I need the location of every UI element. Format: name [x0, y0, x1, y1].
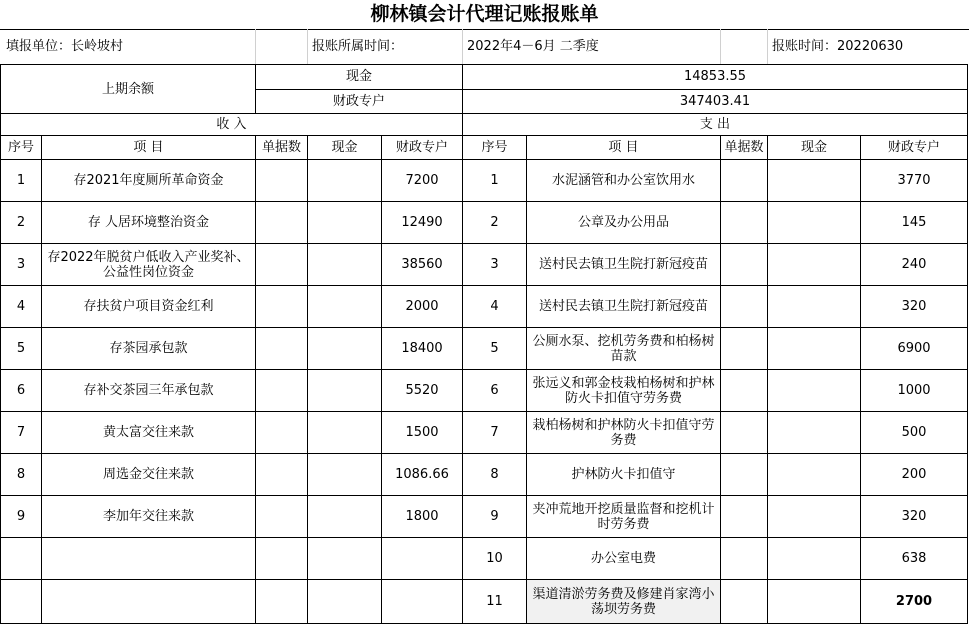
- in-vouchers-cell: [256, 160, 308, 202]
- out-vouchers-cell: [721, 412, 768, 454]
- out-item-cell: 水泥涵管和办公室饮用水: [527, 160, 721, 202]
- in-no-cell: 3: [1, 244, 42, 286]
- out-fiscal-cell: 638: [861, 538, 968, 580]
- header-no-2: 序号: [463, 136, 527, 160]
- in-item-cell: 存 人居环境整治资金: [42, 202, 256, 244]
- table-row: [1, 370, 968, 412]
- out-fiscal-cell: 1000: [861, 370, 968, 412]
- out-cash-cell: [768, 454, 861, 496]
- in-item-cell: [42, 538, 256, 580]
- table-row: [1, 328, 968, 370]
- in-no-cell: 1: [1, 160, 42, 202]
- out-no-cell: 9: [463, 496, 527, 538]
- in-vouchers-cell: [256, 496, 308, 538]
- out-vouchers-cell: [721, 538, 768, 580]
- out-item-cell: 公厕水泵、挖机劳务费和柏杨树苗款: [527, 328, 721, 370]
- in-fiscal-cell: 1500: [382, 412, 463, 454]
- out-cash-cell: [768, 160, 861, 202]
- out-no-cell: 11: [463, 580, 527, 624]
- out-item-cell: 送村民去镇卫生院打新冠疫苗: [527, 244, 721, 286]
- out-cash-cell: [768, 412, 861, 454]
- in-item-cell: 黄太富交往来款: [42, 412, 256, 454]
- out-no-cell: 10: [463, 538, 527, 580]
- in-vouchers-cell: [256, 454, 308, 496]
- balance-fiscal-value: 347403.41: [463, 89, 968, 114]
- out-item-cell: 办公室电费: [527, 538, 721, 580]
- header-vouchers-2: 单据数: [721, 136, 768, 160]
- in-cash-cell: [308, 286, 382, 328]
- in-fiscal-cell: 18400: [382, 328, 463, 370]
- out-no-cell: 3: [463, 244, 527, 286]
- balance-row-cash: [1, 65, 968, 90]
- in-fiscal-cell: [382, 538, 463, 580]
- grid-line: [462, 29, 463, 64]
- table-row: [1, 160, 968, 202]
- sheet-title: 柳林镇会计代理记账报账单: [0, 0, 969, 30]
- grid-line: [307, 29, 308, 64]
- in-no-cell: [1, 538, 42, 580]
- in-item-cell: [42, 580, 256, 624]
- reporting-unit: 填报单位：长岭坡村: [6, 39, 124, 54]
- out-fiscal-cell: 6900: [861, 328, 968, 370]
- in-vouchers-cell: [256, 370, 308, 412]
- in-vouchers-cell: [256, 286, 308, 328]
- out-vouchers-cell: [721, 160, 768, 202]
- out-item-cell: 张远义和郭金枝栽柏杨树和护林防火卡扣值守劳务费: [527, 370, 721, 412]
- out-cash-cell: [768, 286, 861, 328]
- in-no-cell: 5: [1, 328, 42, 370]
- balance-label-cell: [1, 65, 463, 114]
- section-row: [1, 114, 968, 136]
- in-item-cell: 李加年交往来款: [42, 496, 256, 538]
- header-cash: 现金: [308, 136, 382, 160]
- header-fiscal-2: 财政专户: [861, 136, 968, 160]
- in-no-cell: 2: [1, 202, 42, 244]
- balance-cash-value: 14853.55: [463, 65, 968, 90]
- out-cash-cell: [768, 580, 861, 624]
- out-fiscal-cell: 145: [861, 202, 968, 244]
- grid-line: [255, 29, 256, 64]
- in-cash-cell: [308, 454, 382, 496]
- in-vouchers-cell: [256, 244, 308, 286]
- out-vouchers-cell: [721, 286, 768, 328]
- report-date: 报账时间：20220630: [772, 39, 904, 54]
- in-vouchers-cell: [256, 580, 308, 624]
- out-no-cell: 1: [463, 160, 527, 202]
- out-fiscal-cell: 2700: [861, 580, 968, 624]
- out-item-cell: 渠道清淤劳务费及修建肖家湾小荡坝劳务费: [527, 580, 721, 624]
- in-item-cell: 存2022年脱贫户低收入产业奖补、公益性岗位资金: [42, 244, 256, 286]
- in-fiscal-cell: 5520: [382, 370, 463, 412]
- in-item-cell: 周选金交往来款: [42, 454, 256, 496]
- in-item-cell: 存补交茶园三年承包款: [42, 370, 256, 412]
- out-vouchers-cell: [721, 580, 768, 624]
- header-row: [1, 136, 968, 160]
- out-cash-cell: [768, 202, 861, 244]
- out-vouchers-cell: [721, 496, 768, 538]
- header-cash-2: 现金: [768, 136, 861, 160]
- out-cash-cell: [768, 328, 861, 370]
- period-value: 2022年4－6月 二季度: [467, 39, 599, 54]
- out-cash-cell: [768, 538, 861, 580]
- out-vouchers-cell: [721, 370, 768, 412]
- in-cash-cell: [308, 538, 382, 580]
- in-no-cell: 8: [1, 454, 42, 496]
- in-vouchers-cell: [256, 412, 308, 454]
- in-fiscal-cell: 7200: [382, 160, 463, 202]
- in-fiscal-cell: 38560: [382, 244, 463, 286]
- out-item-cell: 夹冲荒地开挖质量监督和挖机计时劳务费: [527, 496, 721, 538]
- ledger-body: [1, 65, 968, 624]
- out-item-cell: 送村民去镇卫生院打新冠疫苗: [527, 286, 721, 328]
- out-cash-cell: [768, 496, 861, 538]
- out-item-cell: 护林防火卡扣值守: [527, 454, 721, 496]
- in-fiscal-cell: 12490: [382, 202, 463, 244]
- header-vouchers: 单据数: [256, 136, 308, 160]
- in-cash-cell: [308, 496, 382, 538]
- balance-label: 上期余额: [1, 65, 256, 113]
- out-fiscal-cell: 500: [861, 412, 968, 454]
- table-row: [1, 202, 968, 244]
- grid-line: [720, 29, 721, 64]
- header-item-2: 项 目: [527, 136, 721, 160]
- in-no-cell: 9: [1, 496, 42, 538]
- in-no-cell: 6: [1, 370, 42, 412]
- table-row: [1, 286, 968, 328]
- out-vouchers-cell: [721, 244, 768, 286]
- balance-fiscal-label: 财政专户: [332, 94, 385, 109]
- out-no-cell: 7: [463, 412, 527, 454]
- table-row: [1, 454, 968, 496]
- in-no-cell: 4: [1, 286, 42, 328]
- income-section: 收 入: [1, 114, 463, 136]
- out-cash-cell: [768, 370, 861, 412]
- out-item-cell: 公章及办公用品: [527, 202, 721, 244]
- in-cash-cell: [308, 370, 382, 412]
- in-vouchers-cell: [256, 538, 308, 580]
- header-no: 序号: [1, 136, 42, 160]
- out-fiscal-cell: 3770: [861, 160, 968, 202]
- ledger-table: [0, 64, 968, 624]
- table-row: [1, 496, 968, 538]
- out-no-cell: 2: [463, 202, 527, 244]
- in-item-cell: 存2021年度厕所革命资金: [42, 160, 256, 202]
- table-row: [1, 580, 968, 624]
- out-no-cell: 4: [463, 286, 527, 328]
- in-cash-cell: [308, 244, 382, 286]
- out-vouchers-cell: [721, 328, 768, 370]
- out-cash-cell: [768, 244, 861, 286]
- in-no-cell: 7: [1, 412, 42, 454]
- out-no-cell: 6: [463, 370, 527, 412]
- period-label: 报账所属时间：: [312, 39, 404, 54]
- out-fiscal-cell: 320: [861, 286, 968, 328]
- in-cash-cell: [308, 580, 382, 624]
- in-vouchers-cell: [256, 202, 308, 244]
- in-fiscal-cell: [382, 580, 463, 624]
- out-fiscal-cell: 320: [861, 496, 968, 538]
- out-fiscal-cell: 240: [861, 244, 968, 286]
- out-no-cell: 5: [463, 328, 527, 370]
- grid-line: [767, 29, 768, 64]
- in-item-cell: 存茶园承包款: [42, 328, 256, 370]
- out-no-cell: 8: [463, 454, 527, 496]
- out-vouchers-cell: [721, 202, 768, 244]
- in-item-cell: 存扶贫户项目资金红利: [42, 286, 256, 328]
- in-fiscal-cell: 1800: [382, 496, 463, 538]
- out-vouchers-cell: [721, 454, 768, 496]
- balance-cash-label: 现金: [256, 65, 462, 90]
- table-row: [1, 538, 968, 580]
- in-cash-cell: [308, 328, 382, 370]
- in-cash-cell: [308, 412, 382, 454]
- in-fiscal-cell: 1086.66: [382, 454, 463, 496]
- out-item-cell: 栽柏杨树和护林防火卡扣值守劳务费: [527, 412, 721, 454]
- in-no-cell: [1, 580, 42, 624]
- expense-section: 支 出: [463, 114, 968, 136]
- in-vouchers-cell: [256, 328, 308, 370]
- table-row: [1, 244, 968, 286]
- table-row: [1, 412, 968, 454]
- out-fiscal-cell: 200: [861, 454, 968, 496]
- header-fiscal: 财政专户: [382, 136, 463, 160]
- in-cash-cell: [308, 160, 382, 202]
- header-item: 项 目: [42, 136, 256, 160]
- in-fiscal-cell: 2000: [382, 286, 463, 328]
- in-cash-cell: [308, 202, 382, 244]
